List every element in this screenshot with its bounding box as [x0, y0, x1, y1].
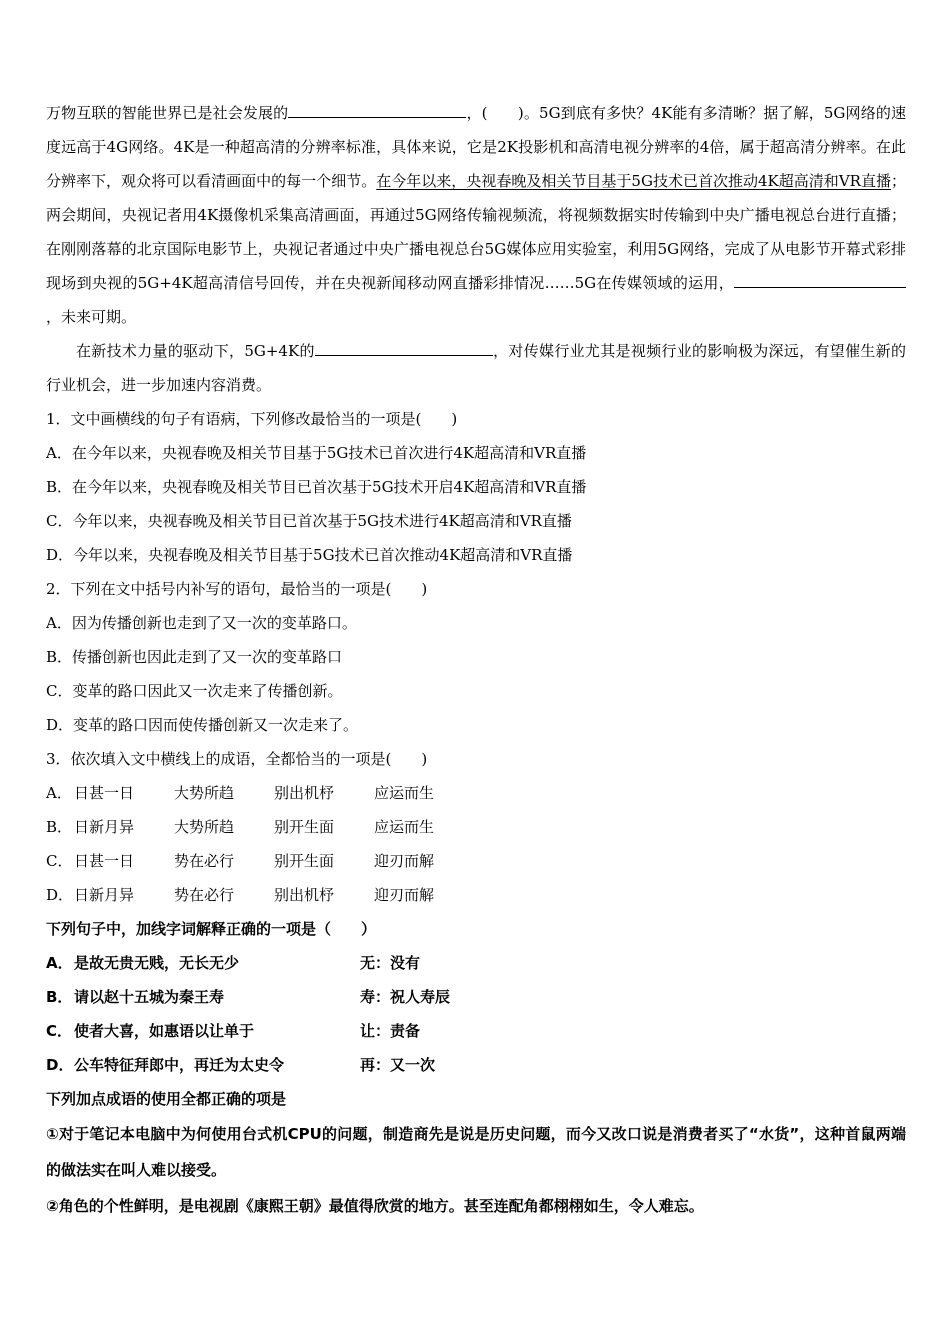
- option-label: B．: [46, 818, 73, 836]
- idiom: 迎刃而解: [374, 852, 435, 870]
- passage-text: ，( )。5G到底有多快？4K能有多清晰？据了解，5G网络的速度远高于4G网络。4K是一种超高清的分辨率标准，具体来说，它是2K投影机和高清电视分辨率的4倍，属于超高清分辨率。在此分辨率下，观众将可以看清画面中的每一个细节。: [46, 104, 906, 190]
- idiom: 势在必行: [174, 852, 235, 870]
- question-2-stem: 2．下列在文中括号内补写的语句，最恰当的一项是( ): [46, 580, 428, 598]
- question-1-option-a: A．在今年以来，央视春晚及相关节目基于5G技术已首次进行4K超高清和VR直播: [46, 444, 587, 462]
- fill-blank-3: [315, 337, 493, 356]
- option-label: D．: [46, 1056, 74, 1074]
- question-2-option-a: A．因为传播创新也走到了又一次的变革路口。: [46, 614, 357, 632]
- option-gloss: 寿：祝人寿辰: [360, 988, 451, 1006]
- question-2-option-c: C．变革的路口因此又一次走来了传播创新。: [46, 682, 343, 700]
- idiom: 日新月异: [74, 818, 135, 836]
- question-2-option-d: D．变革的路口因而使传播创新又一次走来了。: [46, 716, 359, 734]
- idiom: 别出机杼: [274, 886, 335, 904]
- idiom: 别开生面: [274, 852, 335, 870]
- option-sentence: 使者大喜，如惠语以让单于: [74, 1022, 255, 1040]
- question-3-option-b: [46, 810, 906, 844]
- question-3-option-d: [46, 878, 906, 912]
- passage-text: 万物互联的智能世界已是社会发展的: [46, 104, 289, 122]
- idiom: 日甚一日: [74, 852, 135, 870]
- passage-text: ，对传媒行业尤其是视频行业的影响极为深远，有望催生新的行业机会，进一步加速内容消费。: [46, 342, 906, 394]
- question-1-option-b: B．在今年以来，央视春晚及相关节目已首次基于5G技术开启4K超高清和VR直播: [46, 478, 587, 496]
- question-3-option-c: [46, 844, 906, 878]
- idiom: 势在必行: [174, 886, 235, 904]
- option-gloss: 让：责备: [360, 1022, 421, 1040]
- option-sentence: 公车特征拜郎中，再迁为太史令: [74, 1056, 285, 1074]
- option-label: B．: [46, 988, 73, 1006]
- option-label: C．: [46, 852, 73, 870]
- option-label: A．: [46, 784, 72, 802]
- document-page: [46, 96, 906, 1224]
- question-1-stem: 1．文中画横线的句子有语病，下列修改最恰当的一项是( ): [46, 410, 458, 428]
- underlined-sentence: 在今年以来，央视春晚及相关节目基于5G技术已首次推动4K超高清和VR直播: [376, 172, 891, 190]
- idiom: 应运而生: [374, 818, 435, 836]
- question-2-option-b: B．传播创新也因此走到了又一次的变革路口: [46, 648, 343, 666]
- option-sentence: 是故无贵无贱，无长无少: [74, 954, 240, 972]
- passage-text: 在新技术力量的驱动下，5G+4K的: [76, 342, 315, 360]
- idiom: 日新月异: [74, 886, 135, 904]
- question-4-option-d: [46, 1048, 906, 1082]
- option-label: A．: [46, 954, 73, 972]
- question-4-option-a: [46, 946, 906, 980]
- question-1-option-d: D．今年以来，央视春晚及相关节目基于5G技术已首次推动4K超高清和VR直播: [46, 546, 573, 564]
- idiom: 日甚一日: [74, 784, 135, 802]
- option-sentence: 请以赵十五城为秦王寿: [74, 988, 225, 1006]
- question-4-option-c: [46, 1014, 906, 1048]
- idiom: 大势所趋: [174, 818, 235, 836]
- option-label: D．: [46, 886, 74, 904]
- fill-blank-2: [734, 269, 906, 288]
- option-label: C．: [46, 1022, 73, 1040]
- question-4-option-b: [46, 980, 906, 1014]
- question-1-option-c: C．今年以来，央视春晚及相关节目已首次基于5G技术进行4K超高清和VR直播: [46, 512, 572, 530]
- question-5-item-1: ①对于笔记本电脑中为何使用台式机CPU的问题，制造商先是说是历史问题，而今又改口说是消费者买了“水货”，这种首鼠两端的做法实在叫人难以接受。: [46, 1125, 906, 1179]
- question-5-stem: 下列加点成语的使用全都正确的项是: [46, 1090, 287, 1108]
- question-3-stem: 3．依次填入文中横线上的成语，全都恰当的一项是( ): [46, 750, 428, 768]
- question-5-item-2: ②角色的个性鲜明，是电视剧《康熙王朝》最值得欣赏的地方。甚至连配角都栩栩如生，令人难忘。: [46, 1197, 704, 1215]
- fill-blank-1: [288, 99, 466, 118]
- idiom: 大势所趋: [174, 784, 235, 802]
- question-3-option-a: [46, 776, 906, 810]
- question-4-stem: 下列句子中，加线字词解释正确的一项是（ ）: [46, 920, 377, 938]
- passage-paragraph-1: [46, 96, 906, 334]
- passage-text: ，未来可期。: [46, 308, 137, 326]
- idiom: 别出机杼: [274, 784, 335, 802]
- option-gloss: 无：没有: [360, 954, 421, 972]
- idiom: 迎刃而解: [374, 886, 435, 904]
- passage-paragraph-2: [46, 334, 906, 402]
- idiom: 应运而生: [374, 784, 435, 802]
- idiom: 别开生面: [274, 818, 335, 836]
- passage-text: ；两会期间，央视记者用4K摄像机采集高清画面，再通过5G网络传输视频流，将视频数据实时传输到中央广播电视总台进行直播；在刚刚落幕的北京国际电影节上，央视记者通过中央广播电视总台5G媒体应用实验室，利用5G网络，完成了从电影节开幕式彩排现场到央视的5G+4K超高清信号回传，并在央视新闻移动网直播彩排情况……5G在传媒领域的运用，: [46, 172, 906, 292]
- option-gloss: 再：又一次: [360, 1056, 436, 1074]
